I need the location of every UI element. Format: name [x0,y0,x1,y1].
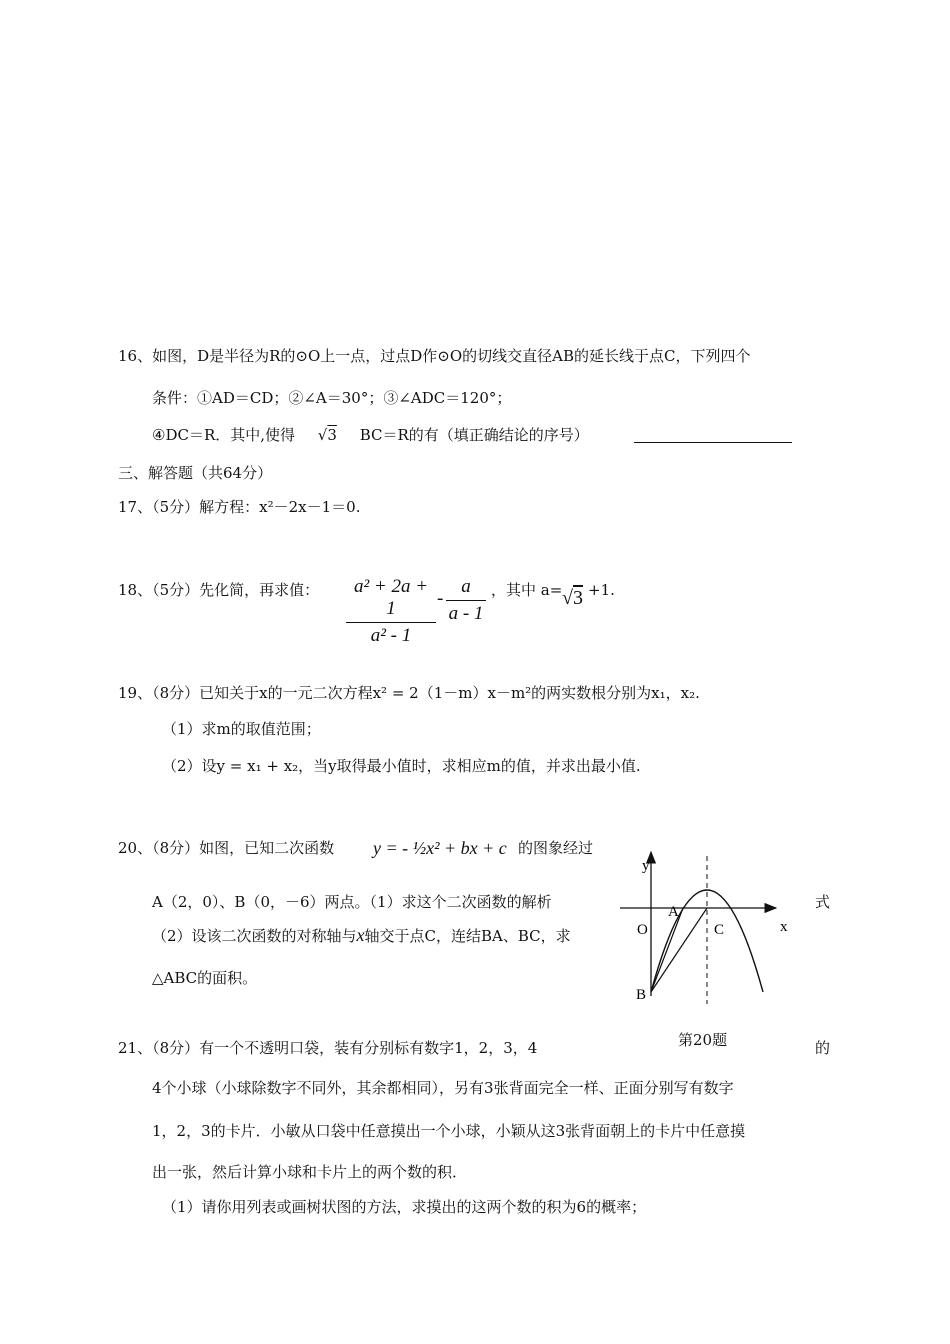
segment-bc [651,908,707,992]
q16-line2: 条件：①AD＝CD；②∠A＝30°；③∠ADC＝120°； [152,389,512,407]
q19-line1: 19、（8分）已知关于x的一元二次方程x² = 2（1－m）x－m²的两实数根分别为x₁，x₂. [118,684,700,702]
figure-caption: 第20题 [678,1031,728,1049]
q20-figure [610,846,800,1006]
label-b: B [636,987,647,1003]
q21-line4: 出一张，然后计算小球和卡片上的两个数的积． [152,1163,468,1181]
q16-line1: 16、如图，D是半径为R的⊙O上一点，过点D作⊙O的切线交直径AB的延长线于点C，下列四个 [118,347,751,365]
q18-fraction-1-denominator: a² - 1 [370,625,412,646]
q18-fraction-2-numerator: a [446,576,486,601]
q21-line3: 1，2，3的卡片．小敏从口袋中任意摸出一个小球，小颖从这3张背面朝上的卡片中任意摸 [152,1122,746,1140]
q18-minus: - [437,588,444,609]
q21-line1: 21、（8分）有一个不透明口袋，装有分别标有数字1，2，3，4 [118,1039,538,1057]
label-o: O [637,922,648,938]
segment-ba [651,908,683,992]
q18-fraction-2 [446,576,486,625]
q21-line2: 4个小球（小球除数字不同外，其余都相同），另有3张背面完全一样、正面分别写有数字 [152,1079,734,1097]
q16-line3 [152,425,589,445]
q16-line3-a: ④DC＝R．其中,使得 [152,426,296,444]
q18-fraction-1-numerator: a² + 2a + 1 [346,576,436,623]
q20-formula: y = - ½x² + bx + c [373,838,507,858]
q18-plus1: +1. [588,581,615,599]
q19-line2: （1）求m的取值范围； [162,720,321,738]
q20-line2: A（2，0）、B（0，－6）两点。（1）求这个二次函数的解析 [152,893,552,911]
section-heading: 三、解答题（共64分） [118,464,273,482]
q20-line3-b: 轴交于点C，连结BA、BC，求 [364,927,571,945]
label-a: A [668,904,679,920]
q20-suffix: 的图象经过 [518,839,594,857]
q21-line1-end: 的 [815,1039,831,1057]
q16-line3-b: BC＝R的有（填正确结论的序号） [359,426,589,444]
q21-line5: （1）请你用列表或画树状图的方法，求摸出的这两个数的积为6的概率； [162,1198,647,1216]
q20-line4: △ABC的面积。 [152,969,258,987]
q18-sqrt: √3 [562,587,583,609]
q20-x-var: x [356,925,365,945]
q16-answer-blank[interactable] [634,424,792,443]
q20-line2-end: 式 [815,893,831,911]
q18-prefix: 18、（5分）先化简，再求值： [118,581,320,599]
q19-line3: （2）设y = x₁ + x₂，当y取得最小值时，求相应m的值，并求出最小值. [162,757,641,775]
q18-fraction-2-denominator: a - 1 [448,603,484,624]
label-x: x [780,919,788,935]
q16-sqrt: √3 [317,426,337,444]
q20-prefix: 20、（8分）如图，已知二次函数 [118,839,335,857]
q18-fraction-1 [346,576,436,647]
q17: 17、（5分）解方程：x²－2x－1＝0. [118,498,361,516]
label-c: C [714,922,725,938]
label-y: y [642,858,650,874]
q18-comma-text: ，其中 a= [491,581,563,599]
q20-line3 [152,925,571,946]
q20-line3-a: （2）设该二次函数的对称轴与 [152,927,357,945]
